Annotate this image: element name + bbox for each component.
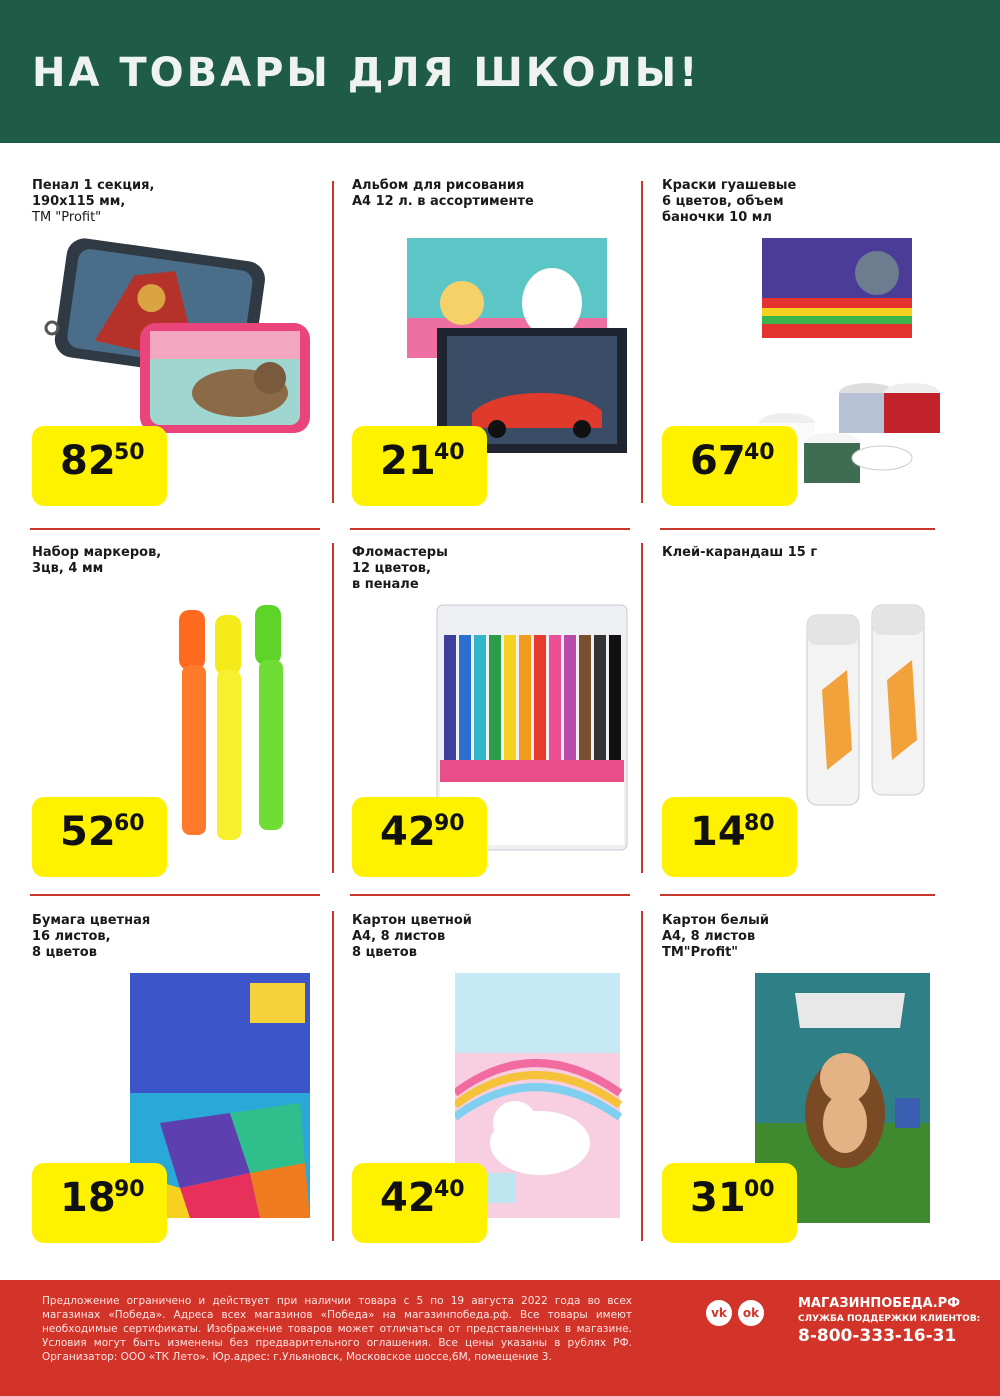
price-kopecks: 50: [114, 440, 145, 465]
price-kopecks: 60: [114, 811, 145, 836]
divider: [332, 543, 334, 873]
product-title: Клей-карандаш 15 г: [662, 545, 818, 560]
pencil-case-image: [40, 228, 320, 458]
price-tag: [662, 426, 797, 506]
price-rubles: 42: [380, 809, 436, 855]
price-kopecks: 90: [434, 811, 465, 836]
price-tag: [352, 797, 487, 877]
product-title: Краски гуашевые 6 цветов, объем баночки 10 мл: [662, 178, 797, 225]
product-title: Набор маркеров, 3цв, 4 мм: [32, 545, 162, 576]
price-tag: [662, 1163, 797, 1243]
price-tag: [352, 426, 487, 506]
footer: [0, 1280, 1000, 1396]
glue-stick-image: [802, 600, 942, 820]
price-rubles: 67: [690, 438, 746, 484]
price-tag: [662, 797, 797, 877]
price-kopecks: 00: [744, 1177, 775, 1202]
price-kopecks: 40: [744, 440, 775, 465]
markers-image: [167, 600, 317, 850]
divider: [332, 181, 334, 503]
disclaimer-text: Предложение ограничено и действует при наличии товара с 5 по 19 августа 2022 года во всех магазинах «Победа». Адреса всех магазинов «Победа» на магазинпобеда.рф. Все товары имеют необходимые сертификаты. Изображение товаров может отличаться от представленных в магазине. Условия могут быть изменены без предварительного оглашения. Все цены указаны в рублях РФ. Организатор: ООО «ТК Лето». Юр.адрес: г.Ульяновск, Московское шоссе,6М, помещение 3.: [42, 1295, 632, 1363]
price-kopecks: 90: [114, 1177, 145, 1202]
product-card[interactable]: [352, 178, 652, 538]
price-kopecks: 40: [434, 1177, 465, 1202]
product-title: Бумага цветная 16 листов, 8 цветов: [32, 913, 151, 960]
product-card[interactable]: [352, 913, 652, 1273]
price-tag: [352, 1163, 487, 1243]
product-card[interactable]: [32, 913, 332, 1273]
header-banner: [0, 0, 1000, 143]
product-title: Фломастеры 12 цветов, в пенале: [352, 545, 448, 592]
product-card[interactable]: [32, 545, 332, 905]
odnoklassniki-icon[interactable]: ok: [738, 1300, 764, 1326]
product-title: Альбом для рисования А4 12 л. в ассортименте: [352, 178, 534, 209]
support-label: СЛУЖБА ПОДДЕРЖКИ КЛИЕНТОВ:: [798, 1314, 981, 1324]
vk-icon[interactable]: vk: [706, 1300, 732, 1326]
product-title: Пенал 1 секция, 190х115 мм, ТМ "Profit": [32, 178, 155, 225]
product-card[interactable]: [32, 178, 332, 538]
price-tag: [32, 1163, 167, 1243]
price-rubles: 42: [380, 1175, 436, 1221]
product-title: Картон белый А4, 8 листов ТМ"Profit": [662, 913, 769, 960]
price-tag: [32, 797, 167, 877]
product-card[interactable]: [662, 913, 962, 1273]
product-card[interactable]: [662, 545, 962, 905]
price-rubles: 21: [380, 438, 436, 484]
price-rubles: 31: [690, 1175, 746, 1221]
price-kopecks: 80: [744, 811, 775, 836]
product-title: Картон цветной А4, 8 листов 8 цветов: [352, 913, 472, 960]
price-rubles: 82: [60, 438, 116, 484]
product-grid: [0, 143, 1000, 1278]
page-title: НА ТОВАРЫ ДЛЯ ШКОЛЫ!: [32, 50, 701, 96]
price-rubles: 52: [60, 809, 116, 855]
price-tag: [32, 426, 167, 506]
product-card[interactable]: [352, 545, 652, 905]
price-kopecks: 40: [434, 440, 465, 465]
price-rubles: 18: [60, 1175, 116, 1221]
support-phone[interactable]: 8-800-333-16-31: [798, 1326, 957, 1346]
site-link[interactable]: МАГАЗИНПОБЕДА.РФ: [798, 1296, 961, 1311]
product-card[interactable]: [662, 178, 962, 538]
price-rubles: 14: [690, 809, 746, 855]
divider: [332, 911, 334, 1241]
